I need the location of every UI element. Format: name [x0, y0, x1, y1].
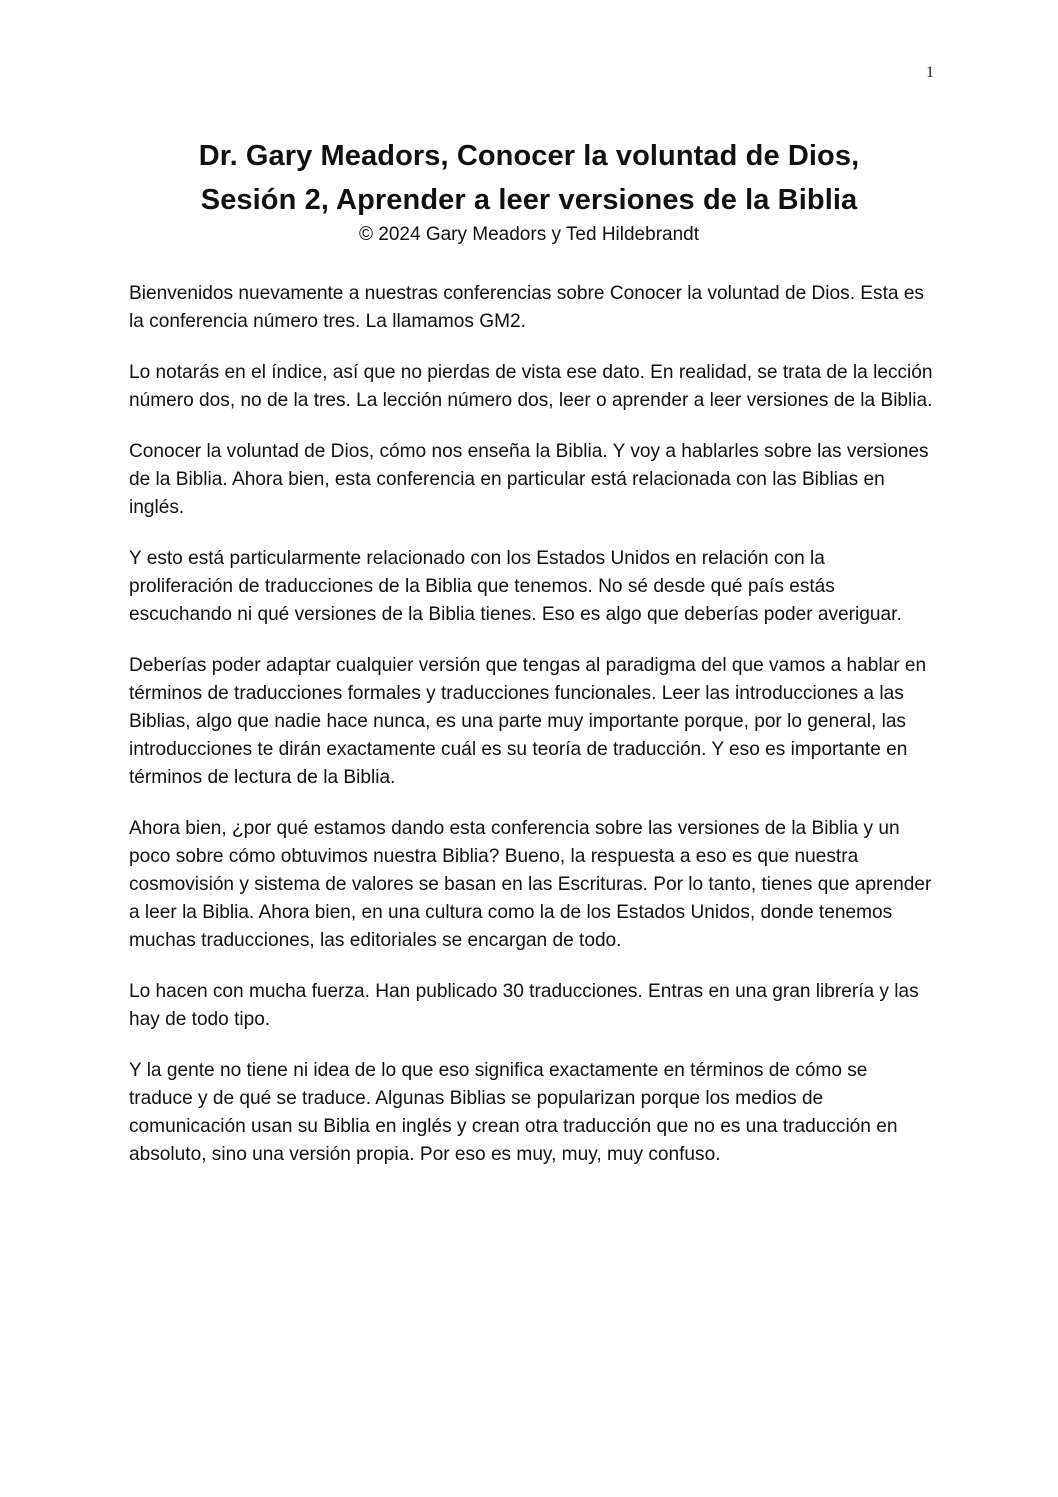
document-header: [100, 134, 958, 248]
paragraph: Lo hacen con mucha fuerza. Han publicado 30 traducciones. Entras en una gran librería y las hay de todo tipo.: [129, 981, 919, 1030]
title-line-2: Sesión 2, Aprender a leer versiones de la Biblia: [200, 184, 858, 216]
document-body: [129, 280, 933, 1192]
paragraph: Y la gente no tiene ni idea de lo que eso significa exactamente en términos de cómo se traduce y de qué se traduce. Algunas Biblias se popularizan porque los medios de comunicación usan su Biblia en inglés y crean otra traducción que no es una traducción en absoluto, sino una versión propia. Por eso es muy, muy, muy confuso.: [129, 1060, 898, 1165]
page-number: 1: [926, 64, 934, 81]
paragraph: Deberías poder adaptar cualquier versión que tengas al paradigma del que vamos a hablar en términos de traducciones formales y traducciones funcionales. Leer las introducciones a las Biblias, algo que nadie hace nunca, es una parte muy importante porque, por lo general, las introducciones te dirán exactamente cuál es su teoría de traducción. Y eso es importante en términos de lectura de la Biblia.: [129, 655, 927, 788]
document-title: [100, 134, 958, 222]
paragraph: Bienvenidos nuevamente a nuestras conferencias sobre Conocer la voluntad de Dios. Esta es la conferencia número tres. La llamamos GM2.: [129, 283, 924, 332]
title-line-1: Dr. Gary Meadors, Conocer la voluntad de Dios,: [198, 140, 860, 172]
copyright-notice: © 2024 Gary Meadors y Ted Hildebrandt: [359, 224, 699, 245]
paragraph: Lo notarás en el índice, así que no pierdas de vista ese dato. En realidad, se trata de la lección número dos, no de la tres. La lección número dos, leer o aprender a leer versiones de la Biblia.: [129, 362, 933, 411]
paragraph: Conocer la voluntad de Dios, cómo nos enseña la Biblia. Y voy a hablarles sobre las versiones de la Biblia. Ahora bien, esta conferencia en particular está relacionada con las Biblias en inglés.: [129, 441, 929, 518]
paragraph: Ahora bien, ¿por qué estamos dando esta conferencia sobre las versiones de la Biblia y un poco sobre cómo obtuvimos nuestra Biblia? Bueno, la respuesta a eso es que nuestra cosmovisión y sistema de valores se basan en las Escrituras. Por lo tanto, tienes que aprender a leer la Biblia. Ahora bien, en una cultura como la de los Estados Unidos, donde tenemos muchas traducciones, las editoriales se encargan de todo.: [129, 818, 932, 951]
paragraph: Y esto está particularmente relacionado con los Estados Unidos en relación con la proliferación de traducciones de la Biblia que tenemos. No sé desde qué país estás escuchando ni qué versiones de la Biblia tienes. Eso es algo que deberías poder averiguar.: [129, 548, 902, 625]
